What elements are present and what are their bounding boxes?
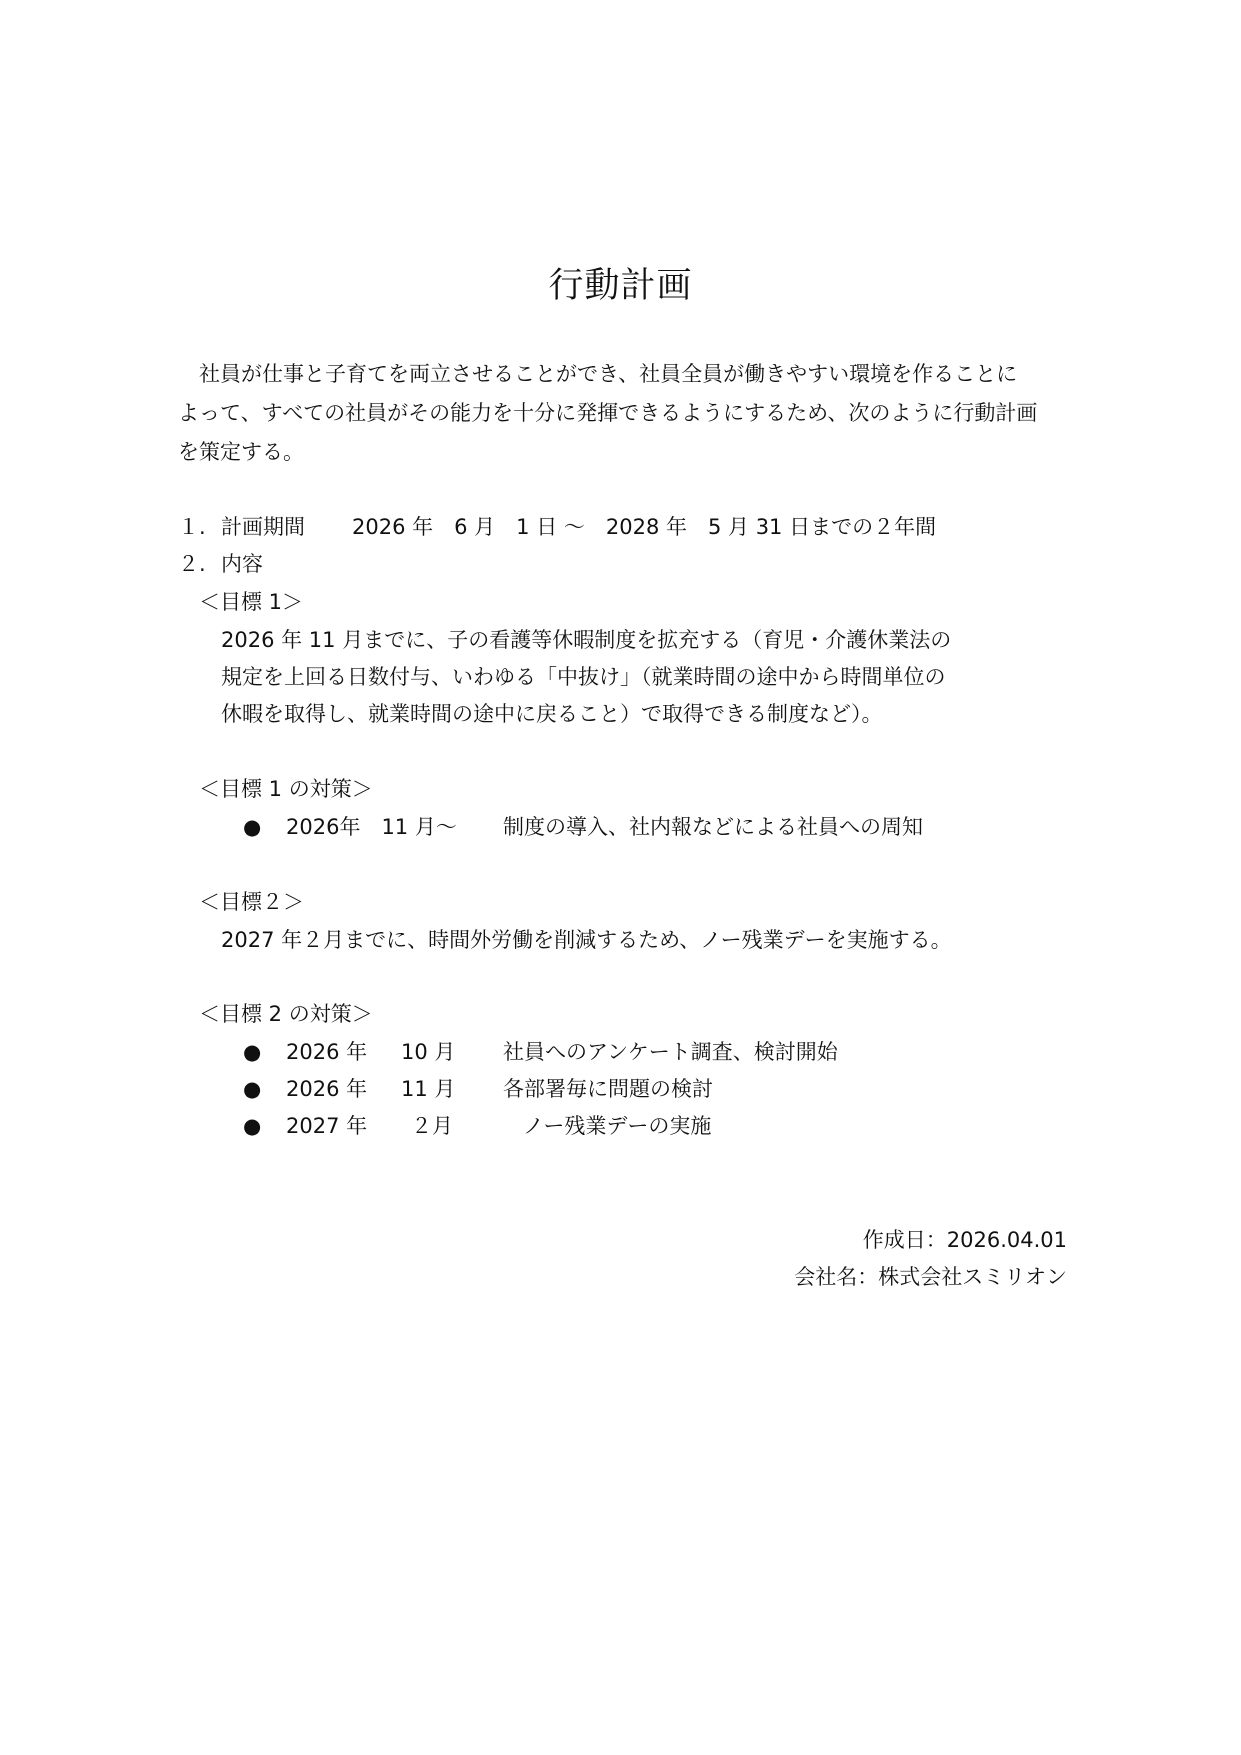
- measure-year: 2027 年: [286, 1114, 368, 1138]
- section-label: 計画期間: [221, 515, 305, 539]
- document-title: 行動計画: [548, 266, 693, 306]
- measures2-heading: ＜目標 2 の対策＞: [199, 1002, 373, 1026]
- bullet-icon: ●: [243, 815, 262, 839]
- goal2-heading: ＜目標２＞: [199, 890, 304, 914]
- measure-text: 制度の導入、社内報などによる社員への周知: [503, 815, 923, 839]
- creation-date: 作成日：2026.04.01: [862, 1228, 1067, 1252]
- goal1-line: 2026 年 11 月までに、子の看護等休暇制度を拡充する（育児・介護休業法の: [221, 628, 952, 652]
- bullet-icon: ●: [243, 1077, 262, 1101]
- measures1-heading: ＜目標 1 の対策＞: [199, 777, 373, 801]
- measure-month: 10 月: [401, 1040, 456, 1064]
- goal1-line: 休暇を取得し、就業時間の途中に戻ること）で取得できる制度など）。: [221, 702, 883, 726]
- measure-month: ２月: [411, 1114, 453, 1138]
- measure-item: [243, 1037, 1043, 1067]
- goal2-line: 2027 年２月までに、時間外労働を削減するため、ノー残業デーを実施する。: [221, 928, 952, 952]
- measure-item: [243, 1074, 1043, 1104]
- bullet-icon: ●: [243, 1040, 262, 1064]
- section-content: [178, 549, 478, 579]
- goal1-heading: ＜目標 1＞: [199, 590, 304, 614]
- measure-text: 各部署毎に問題の検討: [503, 1077, 713, 1101]
- measure-text: ノー残業デーの実施: [523, 1114, 712, 1138]
- section-label: 内容: [221, 552, 263, 576]
- plan-period-value: 2026 年 6 月 1 日 ～ 2028 年 5 月 31 日までの２年間: [352, 515, 937, 539]
- intro-paragraph: [178, 355, 1068, 472]
- intro-line: よって、すべての社員がその能力を十分に発揮できるようにするため、次のように行動計画: [178, 401, 1038, 425]
- measure-item: [243, 1111, 1043, 1141]
- measure-year: 2026 年: [286, 1077, 368, 1101]
- measure-year: 2026 年: [286, 1040, 368, 1064]
- intro-line: を策定する。: [178, 440, 304, 464]
- measure-month: 11 月: [401, 1077, 456, 1101]
- measure-item: [243, 812, 1043, 842]
- goal1-line: 規定を上回る日数付与、いわゆる「中抜け」（就業時間の途中から時間単位の: [221, 665, 946, 689]
- section-number: １.: [178, 515, 206, 539]
- measure-text: 社員へのアンケート調査、検討開始: [503, 1040, 838, 1064]
- measure-date: 2026年 11 月～: [286, 815, 457, 839]
- bullet-icon: ●: [243, 1114, 262, 1138]
- section-number: ２.: [178, 552, 206, 576]
- company-name: 会社名：株式会社スミリオン: [794, 1265, 1067, 1289]
- intro-line: 社員が仕事と子育てを両立させることができ、社員全員が働きやすい環境を作ることに: [199, 362, 1018, 386]
- section-plan-period: [178, 512, 1058, 542]
